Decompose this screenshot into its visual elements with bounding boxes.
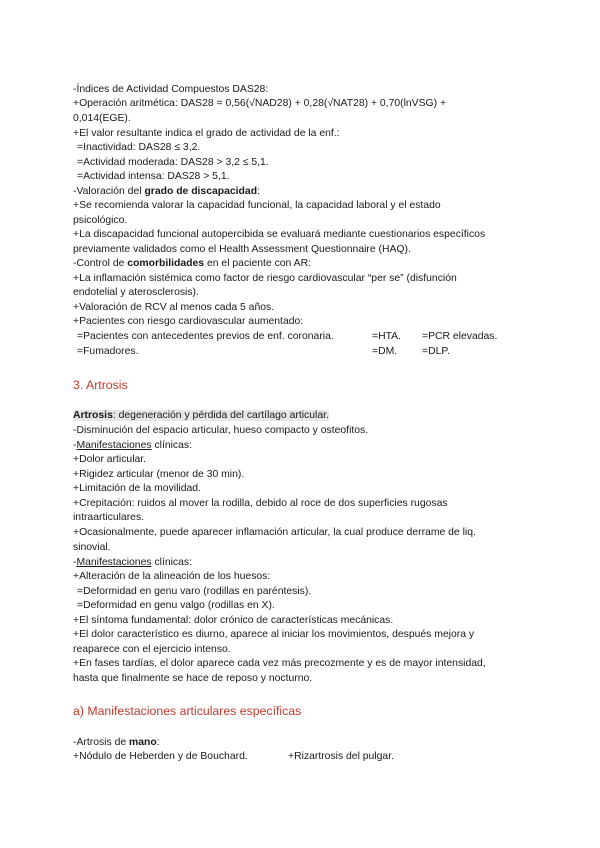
pain-pattern-a: +El dolor característico es diurno, aparece al iniciar los movimientos, después mejora y	[73, 629, 475, 640]
late-phase-a: +En fases tardías, el dolor aparece cada vez más precozmente y es de mayor intensidad,	[73, 658, 486, 669]
section-heading-artrosis: 3. Artrosis	[73, 378, 128, 392]
manifestation-inflammation-a: +Ocasionalmente, puede aparecer inflamación articular, la cual produce derrame de liq.	[73, 527, 476, 538]
comorbidity-item-2: +Valoración de RCV al menos cada 5 años.	[73, 302, 275, 313]
alignment-item: +Alteración de la alineación de los huesos:	[73, 571, 271, 582]
risk-hta: =HTA.	[372, 331, 401, 342]
comorbidity-item-3: +Pacientes con riesgo cardiovascular aumentado:	[73, 316, 304, 327]
das-formula-line-2: 0,014(EGE).	[73, 113, 131, 124]
fundamental-symptom: +El síntoma fundamental: dolor crónico de características mecánicas.	[73, 615, 394, 626]
manifestation-stiffness: +Rigidez articular (menor de 30 min).	[73, 469, 245, 480]
subsection-heading-a: a) Manifestaciones articulares específicas	[73, 704, 302, 718]
comorbidities-heading: -Control de comorbilidades en el paciente con AR:	[73, 258, 311, 269]
disability-heading: -Valoración del grado de discapacidad:	[73, 186, 260, 197]
manifestation-inflammation-b: sinovial.	[73, 542, 111, 553]
risk-dm: =DM.	[372, 346, 398, 357]
das-moderate: =Actividad moderada: DAS28 > 3,2 ≤ 5,1.	[77, 157, 269, 168]
das-inactive: =Inactividad: DAS28 ≤ 3,2.	[77, 142, 201, 153]
das-title: -Índices de Actividad Compuestos DAS28:	[73, 84, 269, 95]
manifestation-crepitation-a: +Crepitación: ruidos al mover la rodilla, debido al roce de dos superficies rugosas	[73, 498, 448, 509]
artrosis-line-1: -Disminución del espacio articular, hueso compacto y osteofitos.	[73, 425, 369, 436]
manifestations-heading-1: -Manifestaciones clínicas:	[73, 440, 192, 451]
pain-pattern-b: reaparece con el ejercicio intenso.	[73, 644, 231, 655]
manifestation-pain: +Dolor articular.	[73, 454, 147, 465]
risk-dlp: =DLP.	[422, 346, 450, 357]
comorbidity-item-1a: +La inflamación sistémica como factor de riesgo cardiovascular “per se” (disfunción	[73, 273, 457, 284]
rizartrosis: +Rizartrosis del pulgar.	[288, 751, 394, 762]
disability-item-2a: +La discapacidad funcional autopercibida se evaluará mediante cuestionarios específicos	[73, 229, 486, 240]
heberden-bouchard: +Nódulo de Heberden y de Bouchard.	[73, 751, 248, 762]
genu-varo: =Deformidad en genu varo (rodillas en paréntesis).	[77, 586, 312, 597]
risk-smokers: =Fumadores.	[77, 346, 139, 357]
risk-coronary: =Pacientes con antecedentes previos de enf. coronaria.	[77, 331, 334, 342]
disability-item-1b: psicológico.	[73, 215, 128, 226]
comorbidity-item-1b: endotelial y aterosclerosis).	[73, 287, 199, 298]
das-formula-line-1: +Operación aritmética: DAS28 = 0,56(√NAD28) + 0,28(√NAT28) + 0,70(lnVSG) +	[73, 98, 447, 109]
late-phase-b: hasta que finalmente se hace de reposo y nocturno.	[73, 673, 313, 684]
manifestation-mobility: +Limitación de la movilidad.	[73, 483, 201, 494]
risk-pcr: =PCR elevadas.	[422, 331, 498, 342]
manifestation-crepitation-b: intraarticulares.	[73, 512, 145, 523]
das-intense: =Actividad intensa: DAS28 > 5,1.	[77, 171, 230, 182]
disability-item-2b: previamente validados como el Health Assessment Questionnaire (HAQ).	[73, 244, 411, 255]
manifestations-heading-2: -Manifestaciones clínicas:	[73, 557, 192, 568]
genu-valgo: =Deformidad en genu valgo (rodillas en X).	[77, 600, 275, 611]
artrosis-definition: Artrosis: degeneración y pérdida del cartílago articular.	[73, 410, 329, 421]
hand-heading: -Artrosis de mano:	[73, 737, 160, 748]
das-result: +El valor resultante indica el grado de actividad de la enf.:	[73, 128, 340, 139]
disability-item-1a: +Se recomienda valorar la capacidad funcional, la capacidad laboral y el estado	[73, 200, 441, 211]
